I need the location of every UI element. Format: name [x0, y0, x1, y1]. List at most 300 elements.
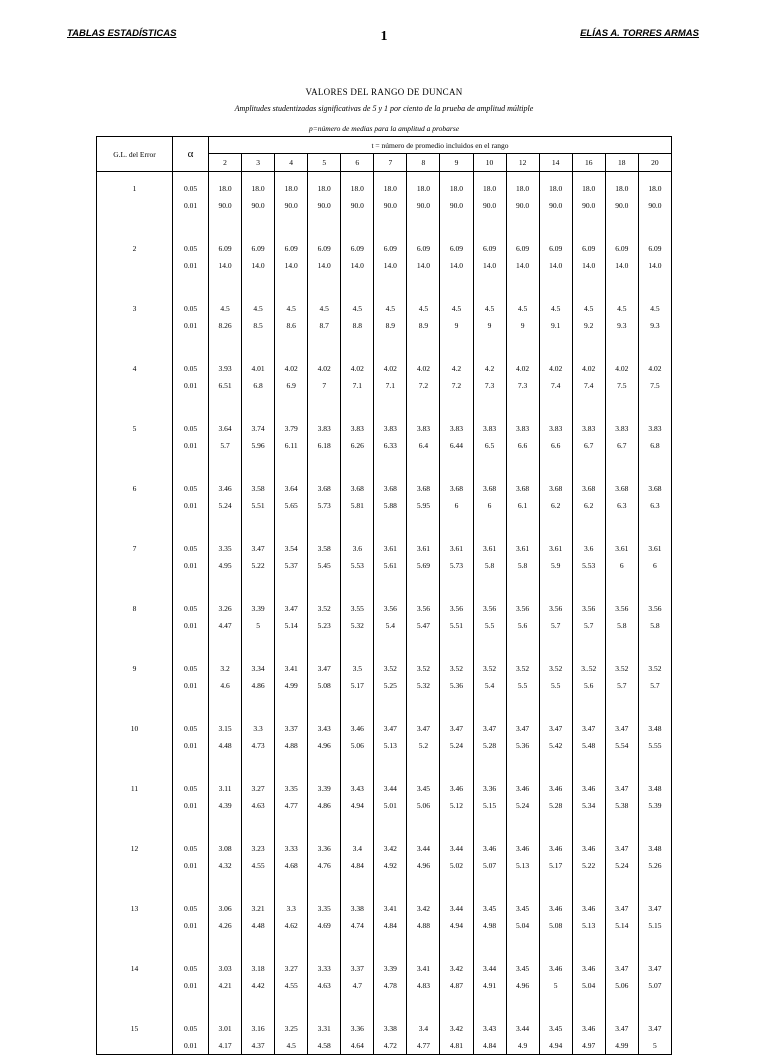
table-cell: 3.83	[506, 412, 539, 437]
table-cell: 14.0	[341, 257, 374, 292]
table-cell: 8.7	[308, 317, 341, 352]
table-cell: 4.37	[242, 1037, 275, 1055]
table-cell: 3.43	[341, 772, 374, 797]
table-cell: 3.52	[308, 592, 341, 617]
table-cell: 3.52	[374, 652, 407, 677]
column-header-gl: G.L. del Error	[97, 137, 173, 172]
table-cell: 3.47	[605, 772, 638, 797]
table-row	[97, 797, 672, 832]
table-cell: 5.53	[341, 557, 374, 592]
table-cell: 5.04	[506, 917, 539, 952]
table-cell: 3.83	[539, 412, 572, 437]
table-cell: 7.2	[440, 377, 473, 412]
table-cell: 3.46	[539, 952, 572, 977]
alpha-value: 0.05	[173, 232, 209, 257]
table-cell: 4.5	[275, 1037, 308, 1055]
table-cell: 5.95	[407, 497, 440, 532]
table-cell: 3.47	[638, 892, 671, 917]
table-cell: 3.27	[275, 952, 308, 977]
table-cell: 3.47	[440, 712, 473, 737]
table-cell: 4.26	[209, 917, 242, 952]
table-cell: 3.6	[572, 532, 605, 557]
table-cell: 6.18	[308, 437, 341, 472]
table-cell: 6.7	[605, 437, 638, 472]
table-note: p=número de medias para la amplitud a probarse	[308, 124, 460, 133]
table-row	[97, 772, 672, 797]
table-cell: 18.0	[209, 172, 242, 198]
table-cell: 6.5	[473, 437, 506, 472]
table-cell: 5.37	[275, 557, 308, 592]
alpha-value: 0.01	[173, 497, 209, 532]
alpha-value: 0.01	[173, 737, 209, 772]
table-cell: 6.09	[374, 232, 407, 257]
table-cell: 90.0	[242, 197, 275, 232]
table-cell: 4.72	[374, 1037, 407, 1055]
table-row	[97, 197, 672, 232]
gl-value: 5	[97, 412, 173, 437]
table-cell: 5.25	[374, 677, 407, 712]
table-cell: 3.68	[374, 472, 407, 497]
table-cell: 4.02	[308, 352, 341, 377]
table-cell: 7.5	[638, 377, 671, 412]
table-title: VALORES DEL RANGO DE DUNCAN	[305, 87, 463, 97]
gl-blank	[97, 257, 173, 292]
table-cell: 6.09	[209, 232, 242, 257]
table-row	[97, 557, 672, 592]
table-cell: 14.0	[308, 257, 341, 292]
table-cell: 5.24	[506, 797, 539, 832]
table-cell: 6.7	[572, 437, 605, 472]
table-cell: 7	[308, 377, 341, 412]
table-cell: 6	[605, 557, 638, 592]
table-cell: 3.47	[407, 712, 440, 737]
table-cell: 6.33	[374, 437, 407, 472]
table-cell: 5.8	[638, 617, 671, 652]
table-cell: 3.93	[209, 352, 242, 377]
gl-value: 8	[97, 592, 173, 617]
table-cell: 9.1	[539, 317, 572, 352]
table-cell: 9.2	[572, 317, 605, 352]
table-cell: 5.02	[440, 857, 473, 892]
table-cell: 7.4	[539, 377, 572, 412]
table-cell: 3.64	[275, 472, 308, 497]
table-cell: 3.61	[440, 532, 473, 557]
table-cell: 3.52	[440, 652, 473, 677]
alpha-value: 0.01	[173, 437, 209, 472]
table-cell: 3.43	[308, 712, 341, 737]
table-cell: 3.35	[209, 532, 242, 557]
table-cell: 5.7	[539, 617, 572, 652]
table-cell: 3.42	[440, 952, 473, 977]
table-cell: 5	[242, 617, 275, 652]
alpha-value: 0.05	[173, 1012, 209, 1037]
table-cell: 5.8	[473, 557, 506, 592]
table-cell: 4.95	[209, 557, 242, 592]
table-cell: 5.73	[440, 557, 473, 592]
alpha-value: 0.05	[173, 532, 209, 557]
table-cell: 90.0	[308, 197, 341, 232]
table-row	[97, 832, 672, 857]
table-cell: 5.88	[374, 497, 407, 532]
table-cell: 3.42	[440, 1012, 473, 1037]
table-cell: 7.4	[572, 377, 605, 412]
table-cell: 6	[638, 557, 671, 592]
column-header-alpha: α	[173, 137, 209, 172]
table-cell: 5.96	[242, 437, 275, 472]
alpha-value: 0.01	[173, 677, 209, 712]
table-cell: 90.0	[539, 197, 572, 232]
gl-value: 10	[97, 712, 173, 737]
table-cell: 14.0	[374, 257, 407, 292]
table-row	[97, 712, 672, 737]
table-cell: 6.09	[308, 232, 341, 257]
table-cell: 3.47	[308, 652, 341, 677]
table-cell: 90.0	[473, 197, 506, 232]
column-header-t: 8	[407, 154, 440, 172]
table-cell: 3.56	[605, 592, 638, 617]
table-cell: 4.96	[506, 977, 539, 1012]
table-cell: 3.68	[473, 472, 506, 497]
table-cell: 3.08	[209, 832, 242, 857]
table-cell: 3.23	[242, 832, 275, 857]
table-cell: 6.2	[539, 497, 572, 532]
table-cell: 3.83	[374, 412, 407, 437]
table-cell: 5.14	[275, 617, 308, 652]
table-cell: 90.0	[374, 197, 407, 232]
gl-value: 13	[97, 892, 173, 917]
table-cell: 14.0	[539, 257, 572, 292]
gl-blank	[97, 1037, 173, 1055]
table-cell: 5.42	[539, 737, 572, 772]
table-cell: 4.5	[209, 292, 242, 317]
table-cell: 90.0	[341, 197, 374, 232]
table-cell: 6.51	[209, 377, 242, 412]
table-cell: 3.46	[506, 772, 539, 797]
table-cell: 4.02	[539, 352, 572, 377]
table-cell: 14.0	[473, 257, 506, 292]
table-cell: 4.5	[341, 292, 374, 317]
gl-blank	[97, 437, 173, 472]
alpha-value: 0.05	[173, 832, 209, 857]
table-cell: 3.46	[506, 832, 539, 857]
table-cell: 7.1	[341, 377, 374, 412]
table-cell: 3.21	[242, 892, 275, 917]
table-cell: 5.13	[374, 737, 407, 772]
table-cell: 4.2	[440, 352, 473, 377]
column-header-t: 12	[506, 154, 539, 172]
table-cell: 6.09	[605, 232, 638, 257]
table-cell: 6.44	[440, 437, 473, 472]
table-cell: 4.97	[572, 1037, 605, 1055]
table-cell: 3.2	[209, 652, 242, 677]
table-cell: 3.68	[341, 472, 374, 497]
table-cell: 3.47	[638, 952, 671, 977]
table-row	[97, 497, 672, 532]
table-cell: 4.5	[440, 292, 473, 317]
column-header-t: 4	[275, 154, 308, 172]
table-cell: 4.55	[242, 857, 275, 892]
gl-value: 4	[97, 352, 173, 377]
table-cell: 4.02	[638, 352, 671, 377]
table-cell: 3.47	[374, 712, 407, 737]
table-cell: 3.3	[242, 712, 275, 737]
table-cell: 3.4	[341, 832, 374, 857]
table-cell: 3.56	[539, 592, 572, 617]
header-left-text: TABLAS ESTADÍSTICAS	[67, 28, 177, 39]
alpha-value: 0.05	[173, 592, 209, 617]
table-cell: 4.02	[341, 352, 374, 377]
table-cell: 3.44	[374, 772, 407, 797]
table-cell: 3.54	[275, 532, 308, 557]
table-cell: 3.46	[572, 1012, 605, 1037]
table-cell: 3.56	[506, 592, 539, 617]
table-cell: 4.2	[473, 352, 506, 377]
table-cell: 4.77	[275, 797, 308, 832]
table-cell: 3.68	[308, 472, 341, 497]
table-cell: 4.86	[242, 677, 275, 712]
table-cell: 5.06	[605, 977, 638, 1012]
table-cell: 5.24	[209, 497, 242, 532]
table-row	[97, 532, 672, 557]
table-cell: 3.52	[407, 652, 440, 677]
table-cell: 4.78	[374, 977, 407, 1012]
table-cell: 5.24	[440, 737, 473, 772]
table-cell: 5.51	[440, 617, 473, 652]
table-cell: 3.33	[308, 952, 341, 977]
gl-blank	[97, 377, 173, 412]
gl-value: 12	[97, 832, 173, 857]
table-cell: 90.0	[275, 197, 308, 232]
table-cell: 3.36	[308, 832, 341, 857]
table-cell: 4.32	[209, 857, 242, 892]
table-cell: 5.81	[341, 497, 374, 532]
table-cell: 4.5	[275, 292, 308, 317]
alpha-value: 0.01	[173, 617, 209, 652]
table-cell: 4.86	[308, 797, 341, 832]
gl-blank	[97, 497, 173, 532]
table-row	[97, 652, 672, 677]
alpha-value: 0.05	[173, 652, 209, 677]
table-cell: 3.47	[242, 532, 275, 557]
table-cell: 4.5	[572, 292, 605, 317]
table-cell: 5.6	[506, 617, 539, 652]
table-cell: 3.46	[341, 712, 374, 737]
table-cell: 7.5	[605, 377, 638, 412]
table-cell: 3.41	[275, 652, 308, 677]
table-cell: 5.01	[374, 797, 407, 832]
table-cell: 3.83	[572, 412, 605, 437]
table-cell: 3.61	[638, 532, 671, 557]
table-cell: 14.0	[572, 257, 605, 292]
table-cell: 4.02	[374, 352, 407, 377]
table-cell: 3.42	[374, 832, 407, 857]
table-cell: 5.08	[539, 917, 572, 952]
table-cell: 90.0	[209, 197, 242, 232]
table-cell: 3.27	[242, 772, 275, 797]
table-cell: 6.2	[572, 497, 605, 532]
table-cell: 3.45	[506, 892, 539, 917]
table-cell: 8.9	[374, 317, 407, 352]
table-cell: 18.0	[539, 172, 572, 198]
table-cell: 3.68	[605, 472, 638, 497]
table-cell: 4.88	[407, 917, 440, 952]
table-cell: 3.83	[605, 412, 638, 437]
table-cell: 4.96	[308, 737, 341, 772]
alpha-value: 0.01	[173, 1037, 209, 1055]
table-cell: 5.6	[572, 677, 605, 712]
table-cell: 4.48	[242, 917, 275, 952]
table-cell: 3.3	[275, 892, 308, 917]
alpha-value: 0.01	[173, 857, 209, 892]
alpha-value: 0.01	[173, 977, 209, 1012]
table-cell: 6.4	[407, 437, 440, 472]
table-cell: 5.32	[341, 617, 374, 652]
table-cell: 6.09	[242, 232, 275, 257]
table-cell: 5.69	[407, 557, 440, 592]
table-cell: 5.07	[473, 857, 506, 892]
table-cell: 4.81	[440, 1037, 473, 1055]
table-cell: 5.45	[308, 557, 341, 592]
alpha-value: 0.05	[173, 172, 209, 198]
table-cell: 3.03	[209, 952, 242, 977]
table-cell: 4.84	[341, 857, 374, 892]
table-cell: 3.33	[275, 832, 308, 857]
table-row	[97, 892, 672, 917]
table-cell: 6.6	[539, 437, 572, 472]
table-cell: 5.13	[506, 857, 539, 892]
table-cell: 3.56	[374, 592, 407, 617]
table-cell: 5.5	[539, 677, 572, 712]
table-cell: 5.23	[308, 617, 341, 652]
table-cell: 14.0	[275, 257, 308, 292]
table-cell: 6.09	[440, 232, 473, 257]
table-cell: 3.38	[341, 892, 374, 917]
table-cell: 6.1	[506, 497, 539, 532]
table-cell: 7.3	[473, 377, 506, 412]
table-cell: 4.63	[308, 977, 341, 1012]
table-cell: 3.44	[473, 952, 506, 977]
table-cell: 4.17	[209, 1037, 242, 1055]
table-cell: 18.0	[407, 172, 440, 198]
column-header-t: 9	[440, 154, 473, 172]
table-cell: 3.58	[242, 472, 275, 497]
table-cell: 18.0	[572, 172, 605, 198]
table-cell: 9	[506, 317, 539, 352]
table-cell: 3.18	[242, 952, 275, 977]
table-cell: 4.48	[209, 737, 242, 772]
table-cell: 5.48	[572, 737, 605, 772]
table-cell: 5.15	[638, 917, 671, 952]
table-cell: 3.38	[374, 1012, 407, 1037]
table-cell: 3.47	[506, 712, 539, 737]
table-cell: 14.0	[440, 257, 473, 292]
table-cell: 6	[473, 497, 506, 532]
gl-blank	[97, 797, 173, 832]
table-cell: 3.34	[242, 652, 275, 677]
table-cell: 9	[440, 317, 473, 352]
table-cell: 3.56	[407, 592, 440, 617]
table-cell: 3.68	[506, 472, 539, 497]
table-cell: 3.47	[605, 952, 638, 977]
table-cell: 3.47	[605, 832, 638, 857]
alpha-value: 0.05	[173, 472, 209, 497]
table-cell: 3.61	[605, 532, 638, 557]
table-cell: 4.62	[275, 917, 308, 952]
table-cell: 5.65	[275, 497, 308, 532]
table-row	[97, 172, 672, 198]
gl-value: 2	[97, 232, 173, 257]
gl-blank	[97, 557, 173, 592]
table-cell: 6.09	[539, 232, 572, 257]
column-header-t: 18	[605, 154, 638, 172]
table-cell: 4.7	[341, 977, 374, 1012]
table-cell: 6.09	[572, 232, 605, 257]
alpha-value: 0.05	[173, 892, 209, 917]
table-cell: 4.02	[275, 352, 308, 377]
table-cell: 4.02	[605, 352, 638, 377]
table-cell: 3.45	[539, 1012, 572, 1037]
table-cell: 4.87	[440, 977, 473, 1012]
table-cell: 3.37	[341, 952, 374, 977]
table-cell: 4.5	[539, 292, 572, 317]
column-group-header: t = número de promedio incluidos en el rango	[209, 137, 672, 154]
table-cell: 4.47	[209, 617, 242, 652]
table-cell: 18.0	[638, 172, 671, 198]
gl-value: 3	[97, 292, 173, 317]
table-cell: 14.0	[242, 257, 275, 292]
table-cell: 3.61	[506, 532, 539, 557]
table-cell: 6.8	[638, 437, 671, 472]
table-cell: 3.52	[473, 652, 506, 677]
column-header-t: 10	[473, 154, 506, 172]
table-cell: 5.2	[407, 737, 440, 772]
table-cell: 3.45	[473, 892, 506, 917]
table-row	[97, 292, 672, 317]
table-row	[97, 677, 672, 712]
column-header-t: 20	[638, 154, 671, 172]
table-cell: 4.5	[374, 292, 407, 317]
table-cell: 18.0	[506, 172, 539, 198]
table-cell: 3.39	[242, 592, 275, 617]
table-cell: 5.22	[572, 857, 605, 892]
gl-value: 11	[97, 772, 173, 797]
table-body	[97, 172, 672, 1055]
table-cell: 4.42	[242, 977, 275, 1012]
table-cell: 3.52	[638, 652, 671, 677]
table-cell: 4.76	[308, 857, 341, 892]
table-cell: 5.55	[638, 737, 671, 772]
table-cell: 3.01	[209, 1012, 242, 1037]
table-cell: 3.83	[440, 412, 473, 437]
table-cell: 3.44	[506, 1012, 539, 1037]
table-cell: 4.02	[407, 352, 440, 377]
table-cell: 4.99	[605, 1037, 638, 1055]
table-cell: 3.56	[572, 592, 605, 617]
table-cell: 3.47	[275, 592, 308, 617]
table-cell: 3.46	[572, 892, 605, 917]
table-cell: 3.68	[572, 472, 605, 497]
table-cell: 3.48	[638, 832, 671, 857]
table-row	[97, 737, 672, 772]
table-cell: 4.5	[407, 292, 440, 317]
alpha-value: 0.01	[173, 377, 209, 412]
table-cell: 18.0	[440, 172, 473, 198]
table-cell: 90.0	[440, 197, 473, 232]
table-cell: 5.14	[605, 917, 638, 952]
table-cell: 14.0	[407, 257, 440, 292]
gl-value: 7	[97, 532, 173, 557]
table-cell: 5.4	[374, 617, 407, 652]
